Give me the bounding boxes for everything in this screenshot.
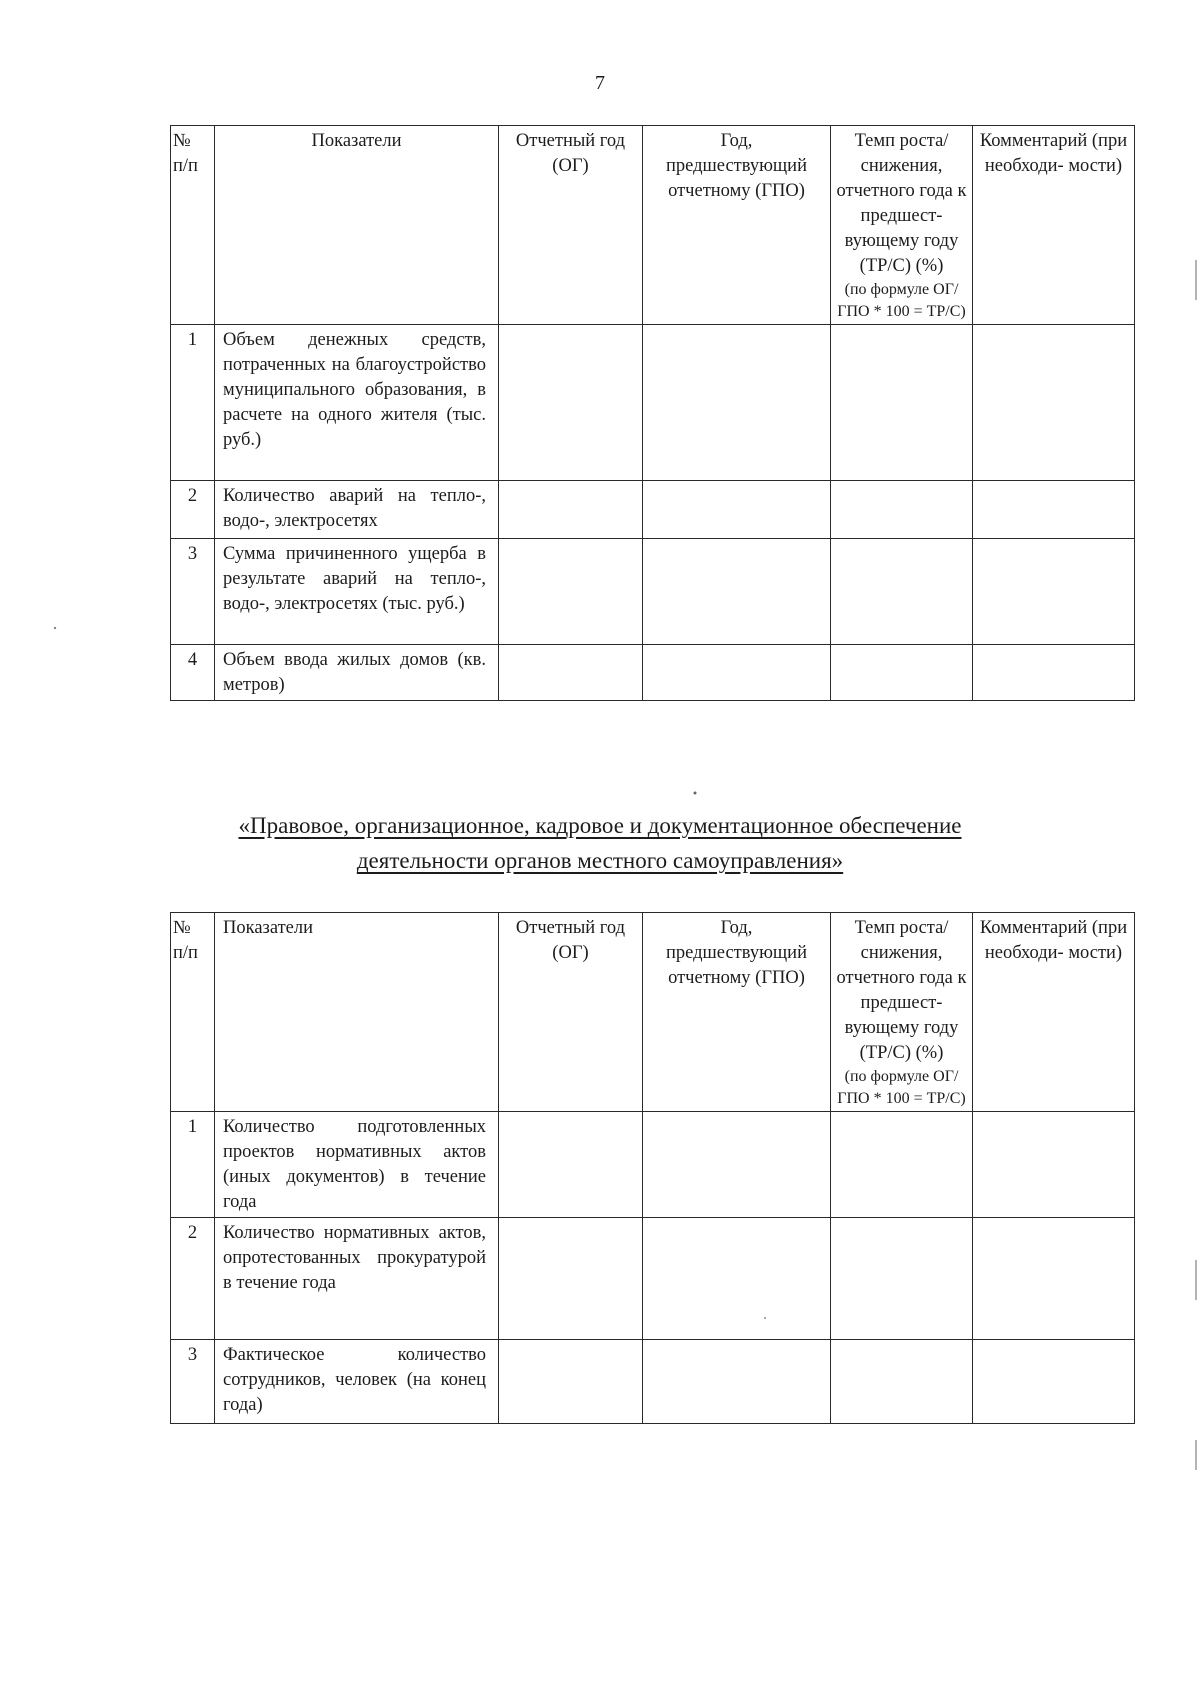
row-number: 1 [171,1112,215,1218]
cell-reporting-year [499,481,643,539]
scan-speck [694,792,697,795]
cell-previous-year [643,481,831,539]
cell-growth-rate [831,325,973,481]
row-number: 2 [171,1218,215,1340]
row-indicator: Объем ввода жилых домов (кв. метров) [215,645,499,701]
row-number: 3 [171,1340,215,1424]
cell-growth-rate [831,1218,973,1340]
row-number: 4 [171,645,215,701]
growth-rate-formula: (по формуле ОГ/ГПО * 100 = ТР/С) [837,281,966,320]
cell-previous-year [643,325,831,481]
table-row [171,1112,1135,1218]
table-row [171,481,1135,539]
header-num: № п/п [171,126,215,325]
growth-rate-label: Темп роста/ снижения, отчетного года к предшест- вующему году (ТР/С) (%) [836,918,967,1063]
table-row [171,1340,1135,1424]
cell-previous-year [643,539,831,645]
growth-rate-formula: (по формуле ОГ/ГПО * 100 = ТР/С) [837,1068,966,1107]
scan-speck [54,627,56,629]
page-number: 7 [595,72,605,94]
cell-previous-year [643,1112,831,1218]
header-previous-year: Год, предшествующий отчетному (ГПО) [643,126,831,325]
cell-comment [973,325,1135,481]
cell-comment [973,481,1135,539]
row-indicator: Фактическое количество сотрудников, человек (на конец года) [215,1340,499,1424]
row-number: 1 [171,325,215,481]
row-indicator: Количество нормативных актов, опротестованных прокуратурой в течение года [215,1218,499,1340]
cell-comment [973,539,1135,645]
row-number: 3 [171,539,215,645]
cell-growth-rate [831,539,973,645]
table-row [171,1218,1135,1340]
cell-reporting-year [499,1112,643,1218]
cell-reporting-year [499,539,643,645]
header-num: № п/п [171,913,215,1112]
table-row [171,645,1135,701]
cell-growth-rate [831,1340,973,1424]
header-reporting-year: Отчетный год (ОГ) [499,126,643,325]
cell-growth-rate [831,645,973,701]
table-header-row [171,913,1135,1112]
section-title [0,808,1200,878]
growth-rate-label: Темп роста/ снижения, отчетного года к предшест- вующему году (ТР/С) (%) [836,131,967,276]
cell-growth-rate [831,1112,973,1218]
cell-growth-rate [831,481,973,539]
cell-reporting-year [499,645,643,701]
header-comment: Комментарий (при необходи- мости) [973,126,1135,325]
row-indicator: Объем денежных средств, потраченных на благоустройство муниципального образования, в расчете на одного жителя (тыс. руб.) [215,325,499,481]
row-indicator: Количество аварий на тепло-, водо-, электросетях [215,481,499,539]
header-indicators: Показатели [215,913,499,1112]
cell-comment [973,1112,1135,1218]
row-indicator: Количество подготовленных проектов нормативных актов (иных документов) в течение года [215,1112,499,1218]
header-growth-rate [831,913,973,1112]
cell-reporting-year [499,1218,643,1340]
section-title-line-1: «Правовое, организационное, кадровое и документационное обеспечение [238,813,962,838]
cell-previous-year [643,645,831,701]
cell-comment [973,1218,1135,1340]
cell-reporting-year [499,325,643,481]
cell-comment [973,645,1135,701]
indicators-table-1 [170,125,1135,701]
cell-reporting-year [499,1340,643,1424]
section-title-line-2: деятельности органов местного самоуправления» [356,848,844,873]
header-previous-year: Год, предшествующий отчетному (ГПО) [643,913,831,1112]
row-indicator: Сумма причиненного ущерба в результате аварий на тепло-, водо-, электросетях (тыс. руб.) [215,539,499,645]
header-growth-rate [831,126,973,325]
header-comment: Комментарий (при необходи- мости) [973,913,1135,1112]
cell-comment [973,1340,1135,1424]
cell-previous-year [643,1340,831,1424]
header-indicators: Показатели [215,126,499,325]
table-header-row [171,126,1135,325]
indicators-table-2 [170,912,1135,1424]
cell-previous-year [643,1218,831,1340]
row-number: 2 [171,481,215,539]
table-row [171,325,1135,481]
header-reporting-year: Отчетный год (ОГ) [499,913,643,1112]
table-row [171,539,1135,645]
